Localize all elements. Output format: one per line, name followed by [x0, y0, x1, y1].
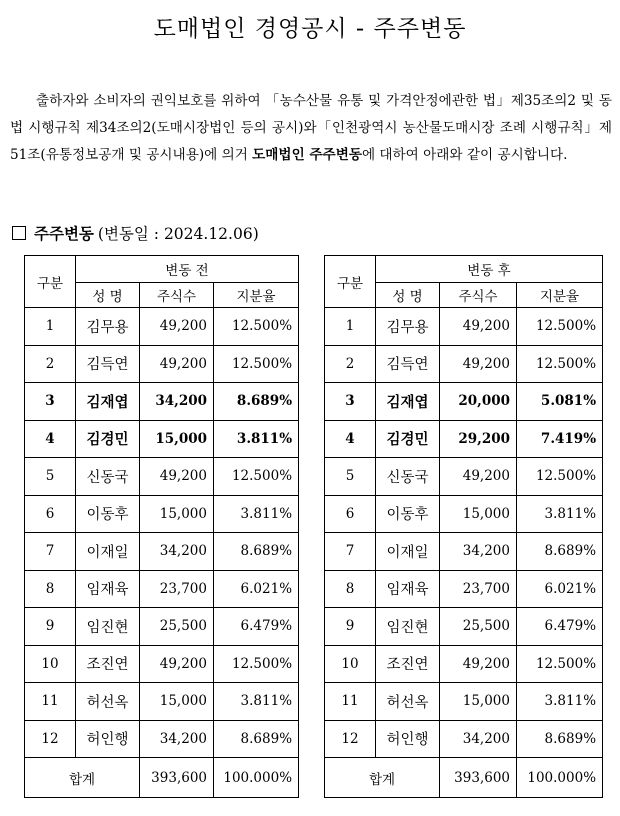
table-row: [325, 683, 603, 721]
ratio-header: 지분율: [214, 283, 299, 308]
shareholder-name: 이동후: [376, 495, 440, 533]
share-ratio: 12.500%: [214, 345, 299, 383]
row-number: 3: [25, 383, 76, 421]
shareholder-name: 김재엽: [376, 383, 440, 421]
table-row: [25, 383, 299, 421]
share-count: 15,000: [140, 495, 214, 533]
table-row: [25, 683, 299, 721]
share-ratio: 12.500%: [214, 308, 299, 346]
shareholder-name: 김득연: [376, 345, 440, 383]
intro-text: 출하자와 소비자의 권익보호를 위하여 「농수산물 유통 및 가격안정에관한 법」제35조의2 및 동법 시행규칙 제34조의2(도매시장법인 등의 공시)와「인천광역시 농산물도매시장 조례 시행규칙」제51조(유통정보공개 및 공시내용)에 의거: [10, 93, 612, 163]
intro-paragraph: [10, 88, 612, 169]
table-row: [325, 495, 603, 533]
table-row: [325, 308, 603, 346]
share-count: 34,200: [440, 533, 517, 571]
share-count: 25,500: [440, 608, 517, 646]
share-count: 34,200: [140, 720, 214, 758]
share-ratio: 8.689%: [214, 383, 299, 421]
share-ratio: 8.689%: [214, 720, 299, 758]
share-count: 49,200: [140, 458, 214, 496]
shareholder-name: 김경민: [376, 420, 440, 458]
share-ratio: 3.811%: [214, 420, 299, 458]
share-ratio: 6.479%: [214, 608, 299, 646]
intro-text-end: 에 대하여 아래와 같이 공시합니다.: [361, 147, 568, 163]
share-count: 49,200: [140, 345, 214, 383]
before-header: 변동 전: [76, 256, 299, 283]
shareholder-name: 김무용: [76, 308, 140, 346]
shareholder-name: 김무용: [376, 308, 440, 346]
table-row: [325, 570, 603, 608]
shareholder-name: 허인행: [76, 720, 140, 758]
name-header: 성 명: [376, 283, 440, 308]
share-ratio: 12.500%: [517, 308, 603, 346]
share-count: 49,200: [140, 308, 214, 346]
row-number: 8: [325, 570, 376, 608]
shareholder-name: 신동국: [76, 458, 140, 496]
share-count: 23,700: [140, 570, 214, 608]
table-row: [25, 570, 299, 608]
section-header: [12, 222, 259, 244]
table-row: [25, 458, 299, 496]
share-ratio: 12.500%: [517, 458, 603, 496]
category-header: 구분: [325, 256, 376, 308]
table-row: [25, 533, 299, 571]
share-ratio: 5.081%: [517, 383, 603, 421]
table-row: [25, 308, 299, 346]
section-heading: 주주변동: [34, 224, 94, 243]
total-row: [25, 758, 299, 798]
shareholder-name: 임진현: [76, 608, 140, 646]
share-ratio: 8.689%: [517, 720, 603, 758]
table-row: [325, 383, 603, 421]
row-number: 3: [325, 383, 376, 421]
share-ratio: 8.689%: [517, 533, 603, 571]
shareholder-name: 이재일: [376, 533, 440, 571]
table-row: [325, 420, 603, 458]
share-ratio: 12.500%: [214, 645, 299, 683]
share-count: 34,200: [440, 720, 517, 758]
row-number: 6: [25, 495, 76, 533]
shareholders-after-table: [324, 255, 603, 798]
share-count: 15,000: [140, 420, 214, 458]
share-count: 49,200: [440, 645, 517, 683]
share-count: 49,200: [440, 345, 517, 383]
row-number: 9: [25, 608, 76, 646]
share-ratio: 3.811%: [214, 683, 299, 721]
total-ratio: 100.000%: [517, 758, 603, 798]
row-number: 11: [25, 683, 76, 721]
intro-emphasis: 도매법인 주주변동: [252, 147, 362, 163]
shareholder-name: 김경민: [76, 420, 140, 458]
share-ratio: 6.021%: [517, 570, 603, 608]
share-ratio: 6.021%: [214, 570, 299, 608]
row-number: 7: [325, 533, 376, 571]
share-ratio: 3.811%: [214, 495, 299, 533]
table-row: [325, 608, 603, 646]
table-row: [325, 458, 603, 496]
table-row: [25, 645, 299, 683]
total-shares: 393,600: [140, 758, 214, 798]
shareholder-name: 허선옥: [76, 683, 140, 721]
row-number: 10: [25, 645, 76, 683]
checkbox-icon: [12, 226, 26, 240]
shareholder-name: 임재육: [376, 570, 440, 608]
row-number: 8: [25, 570, 76, 608]
share-count: 23,700: [440, 570, 517, 608]
row-number: 1: [325, 308, 376, 346]
share-ratio: 6.479%: [517, 608, 603, 646]
shareholder-name: 신동국: [376, 458, 440, 496]
table-row: [325, 345, 603, 383]
table-row: [25, 608, 299, 646]
total-row: [325, 758, 603, 798]
table-row: [325, 533, 603, 571]
share-count: 29,200: [440, 420, 517, 458]
shareholder-name: 김재엽: [76, 383, 140, 421]
shares-header: 주식수: [440, 283, 517, 308]
share-count: 34,200: [140, 533, 214, 571]
share-ratio: 12.500%: [517, 345, 603, 383]
row-number: 5: [25, 458, 76, 496]
share-ratio: 3.811%: [517, 683, 603, 721]
share-ratio: 12.500%: [214, 458, 299, 496]
ratio-header: 지분율: [517, 283, 603, 308]
total-shares: 393,600: [440, 758, 517, 798]
share-ratio: 7.419%: [517, 420, 603, 458]
shareholder-name: 허인행: [376, 720, 440, 758]
before-rows: [25, 308, 299, 758]
row-number: 9: [325, 608, 376, 646]
share-count: 15,000: [140, 683, 214, 721]
shareholder-name: 허선옥: [376, 683, 440, 721]
shares-header: 주식수: [140, 283, 214, 308]
row-number: 7: [25, 533, 76, 571]
total-label: 합계: [25, 758, 140, 798]
row-number: 10: [325, 645, 376, 683]
share-ratio: 12.500%: [517, 645, 603, 683]
row-number: 2: [25, 345, 76, 383]
table-row: [25, 720, 299, 758]
shareholder-name: 이동후: [76, 495, 140, 533]
share-count: 15,000: [440, 495, 517, 533]
shareholder-name: 조진연: [76, 645, 140, 683]
category-header: 구분: [25, 256, 76, 308]
row-number: 11: [325, 683, 376, 721]
name-header: 성 명: [76, 283, 140, 308]
after-rows: [325, 308, 603, 758]
shareholder-name: 이재일: [76, 533, 140, 571]
table-row: [325, 645, 603, 683]
row-number: 12: [25, 720, 76, 758]
after-header: 변동 후: [376, 256, 603, 283]
row-number: 2: [325, 345, 376, 383]
row-number: 6: [325, 495, 376, 533]
shareholders-before-table: [24, 255, 299, 798]
row-number: 12: [325, 720, 376, 758]
total-label: 합계: [325, 758, 440, 798]
share-count: 49,200: [440, 308, 517, 346]
shareholder-name: 임진현: [376, 608, 440, 646]
shareholder-name: 임재육: [76, 570, 140, 608]
share-count: 20,000: [440, 383, 517, 421]
share-count: 49,200: [140, 645, 214, 683]
row-number: 4: [325, 420, 376, 458]
change-date: (변동일 : 2024.12.06): [97, 225, 259, 243]
shareholder-name: 조진연: [376, 645, 440, 683]
share-count: 49,200: [440, 458, 517, 496]
total-ratio: 100.000%: [214, 758, 299, 798]
share-count: 34,200: [140, 383, 214, 421]
row-number: 1: [25, 308, 76, 346]
share-count: 25,500: [140, 608, 214, 646]
share-ratio: 3.811%: [517, 495, 603, 533]
table-row: [25, 420, 299, 458]
row-number: 4: [25, 420, 76, 458]
page-title: 도매법인 경영공시 - 주주변동: [153, 16, 467, 42]
table-row: [25, 495, 299, 533]
table-row: [25, 345, 299, 383]
share-count: 15,000: [440, 683, 517, 721]
row-number: 5: [325, 458, 376, 496]
shareholder-name: 김득연: [76, 345, 140, 383]
share-ratio: 8.689%: [214, 533, 299, 571]
table-row: [325, 720, 603, 758]
